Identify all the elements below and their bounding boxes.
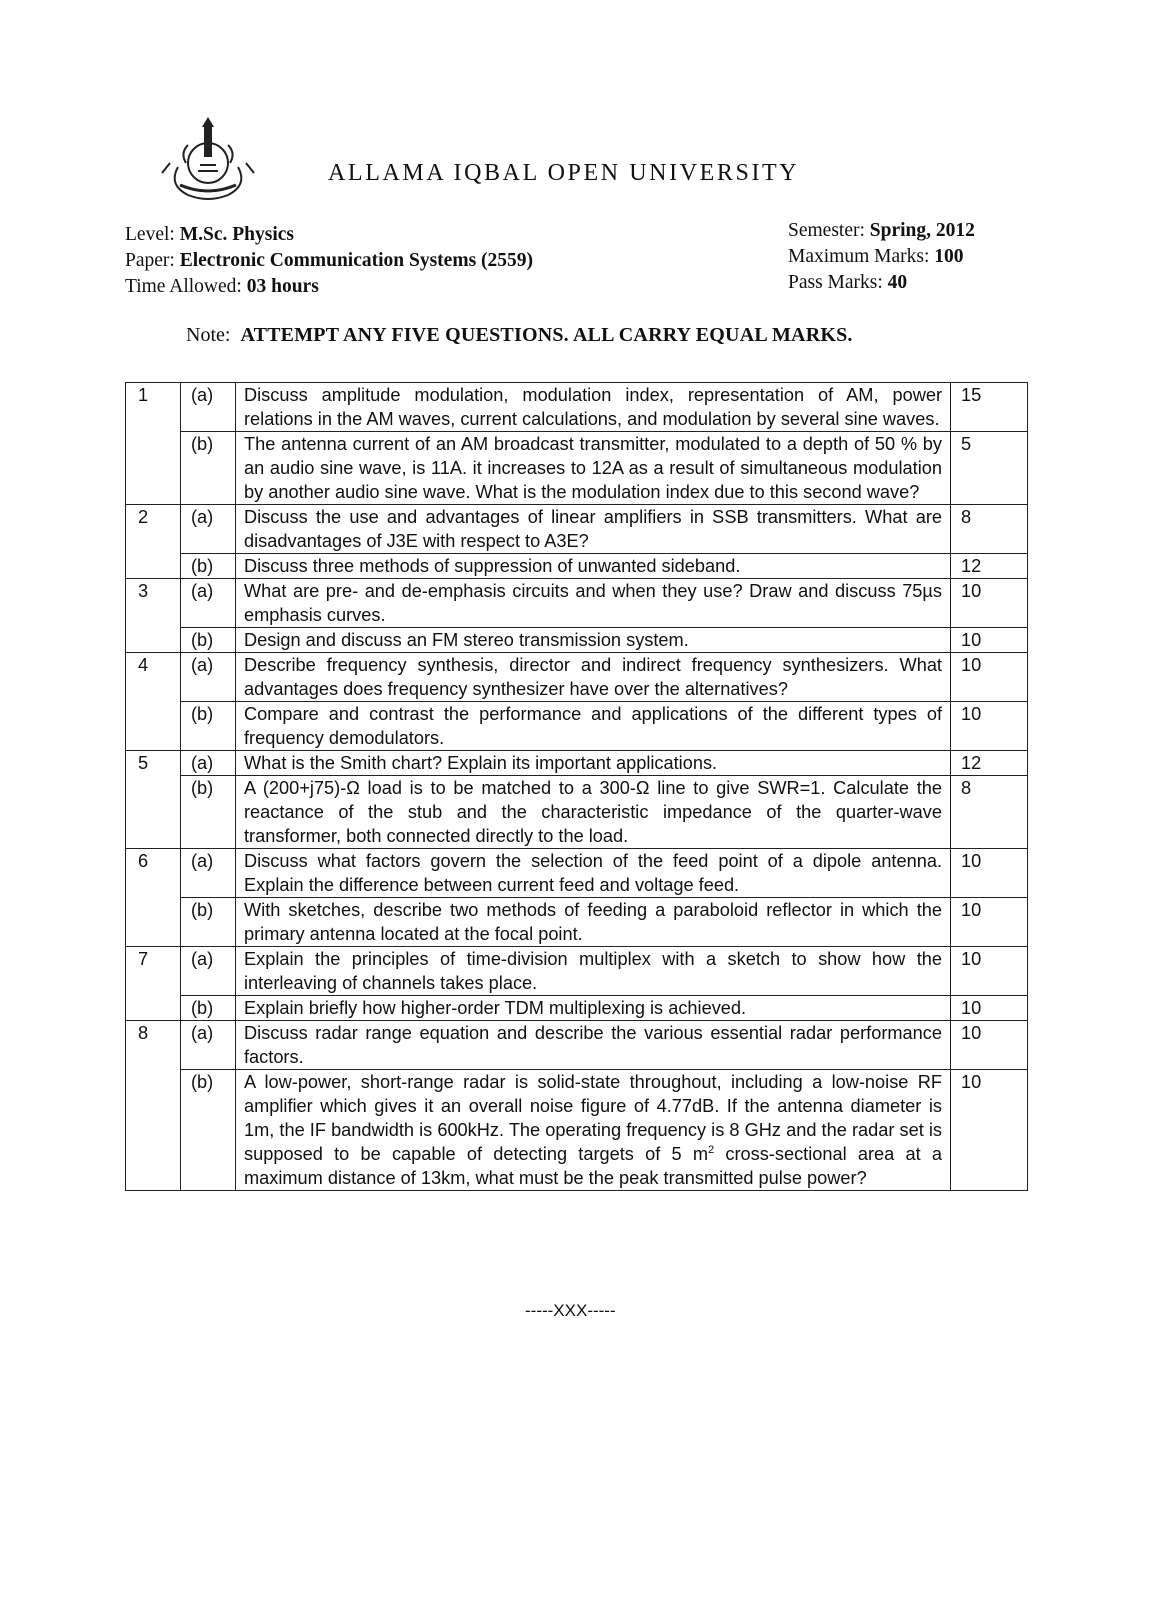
question-marks: 15 [951,383,1028,432]
table-row [126,776,1028,849]
question-number: 3 [126,579,181,653]
table-row [126,1070,1028,1191]
exam-meta-left [125,222,533,300]
pass-marks-line: Pass Marks: 40 [788,272,908,293]
question-text: Discuss the use and advantages of linear amplifiers in SSB transmitters. What are disadvantages of J3E with respect to A3E? [236,505,951,554]
question-part: (a) [181,653,236,702]
question-text: What is the Smith chart? Explain its important applications. [236,751,951,776]
question-number: 5 [126,751,181,849]
question-marks: 10 [951,947,1028,996]
question-marks: 5 [951,432,1028,505]
question-text: Describe frequency synthesis, director and indirect frequency synthesizers. What advantages does frequency synthesizer have over the alternatives? [236,653,951,702]
end-mark: -----XXX----- [525,1301,616,1320]
question-part: (b) [181,1070,236,1191]
table-row [126,898,1028,947]
question-text: A low-power, short-range radar is solid-state throughout, including a low-noise RF amplifier which gives it an overall noise figure of 4.77dB. If the antenna diameter is 1m, the IF bandwidth is 600kHz. The operating frequency is 8 GHz and the radar set is supposed to be capable of detecting targets of 5 $m^2$ cross-sectional area at a maximum distance of 13km, what must be the peak transmitted pulse power? [236,1070,951,1191]
question-marks: 10 [951,1021,1028,1070]
question-number: 2 [126,505,181,579]
question-marks: 12 [951,751,1028,776]
semester-line: Semester: Spring, 2012 [788,220,975,241]
question-marks: 10 [951,628,1028,653]
question-marks: 10 [951,702,1028,751]
question-text: Discuss three methods of suppression of unwanted sideband. [236,554,951,579]
semester-value: Spring, 2012 [869,220,975,241]
note-text: ATTEMPT ANY FIVE QUESTIONS. ALL CARRY EQUAL MARKS. [240,324,853,346]
question-part: (a) [181,383,236,432]
max-marks-value: 100 [934,246,964,267]
question-number: 1 [126,383,181,505]
table-row [126,628,1028,653]
question-number: 8 [126,1021,181,1191]
question-text: Compare and contrast the performance and applications of the different types of frequency demodulators. [236,702,951,751]
question-part: (a) [181,579,236,628]
question-number: 4 [126,653,181,751]
exam-meta-right [788,218,975,296]
question-part: (b) [181,628,236,653]
question-part: (a) [181,505,236,554]
question-part: (a) [181,947,236,996]
university-name: ALLAMA IQBAL OPEN UNIVERSITY [328,160,800,186]
level-line: Level: M.Sc. Physics [125,224,294,245]
time-value: 03 hours [246,276,319,297]
table-row [126,505,1028,554]
table-row [126,383,1028,432]
question-part: (b) [181,702,236,751]
paper-value: Electronic Communication Systems (2559) [179,250,534,271]
question-marks: 10 [951,849,1028,898]
question-part: (a) [181,751,236,776]
questions-table [125,382,1028,1191]
question-text: Explain the principles of time-division multiplex with a sketch to show how the interleaving of channels takes place. [236,947,951,996]
table-row [126,947,1028,996]
question-marks: 12 [951,554,1028,579]
table-row [126,579,1028,628]
table-row [126,849,1028,898]
time-line: Time Allowed: 03 hours [125,276,319,297]
university-crest-icon [158,115,258,203]
table-row [126,751,1028,776]
question-text: Explain briefly how higher-order TDM multiplexing is achieved. [236,996,951,1021]
pass-marks-value: 40 [887,272,908,293]
question-part: (b) [181,776,236,849]
question-marks: 8 [951,505,1028,554]
question-text: With sketches, describe two methods of feeding a paraboloid reflector in which the primary antenna located at the focal point. [236,898,951,947]
question-text: Design and discuss an FM stereo transmission system. [236,628,951,653]
table-row [126,702,1028,751]
instruction-note: Note: ATTEMPT ANY FIVE QUESTIONS. ALL CARRY EQUAL MARKS. [186,324,853,346]
question-text: Discuss what factors govern the selection of the feed point of a dipole antenna. Explain the difference between current feed and voltage feed. [236,849,951,898]
paper-line: Paper: Electronic Communication Systems (2559) [125,250,534,271]
table-row [126,996,1028,1021]
superscript: 2 [708,1143,715,1156]
question-number: 7 [126,947,181,1021]
question-marks: 10 [951,996,1028,1021]
question-part: (b) [181,898,236,947]
question-part: (b) [181,554,236,579]
table-row [126,653,1028,702]
question-marks: 10 [951,579,1028,628]
question-number: 6 [126,849,181,947]
question-text: Discuss radar range equation and describe the various essential radar performance factors. [236,1021,951,1070]
question-text: Discuss amplitude modulation, modulation index, representation of AM, power relations in the AM waves, current calculations, and modulation by several sine waves. [236,383,951,432]
max-marks-line: Maximum Marks: 100 [788,246,964,267]
level-value: M.Sc. Physics [179,224,294,245]
table-row [126,554,1028,579]
question-text: What are pre- and de-emphasis circuits and when they use? Draw and discuss 75µs emphasis curves. [236,579,951,628]
question-marks: 10 [951,898,1028,947]
question-text: A (200+j75)-Ω load is to be matched to a 300-Ω line to give SWR=1. Calculate the reactance of the stub and the characteristic impedance of the quarter-wave transformer, both connected directly to the load. [236,776,951,849]
question-marks: 10 [951,1070,1028,1191]
question-part: (b) [181,996,236,1021]
question-marks: 8 [951,776,1028,849]
table-row [126,1021,1028,1070]
question-part: (b) [181,432,236,505]
table-row [126,432,1028,505]
question-marks: 10 [951,653,1028,702]
question-text: The antenna current of an AM broadcast transmitter, modulated to a depth of 50 % by an audio sine wave, is 11A. it increases to 12A as a result of simultaneous modulation by another audio sine wave. What is the modulation index due to this second wave? [236,432,951,505]
question-part: (a) [181,849,236,898]
question-part: (a) [181,1021,236,1070]
